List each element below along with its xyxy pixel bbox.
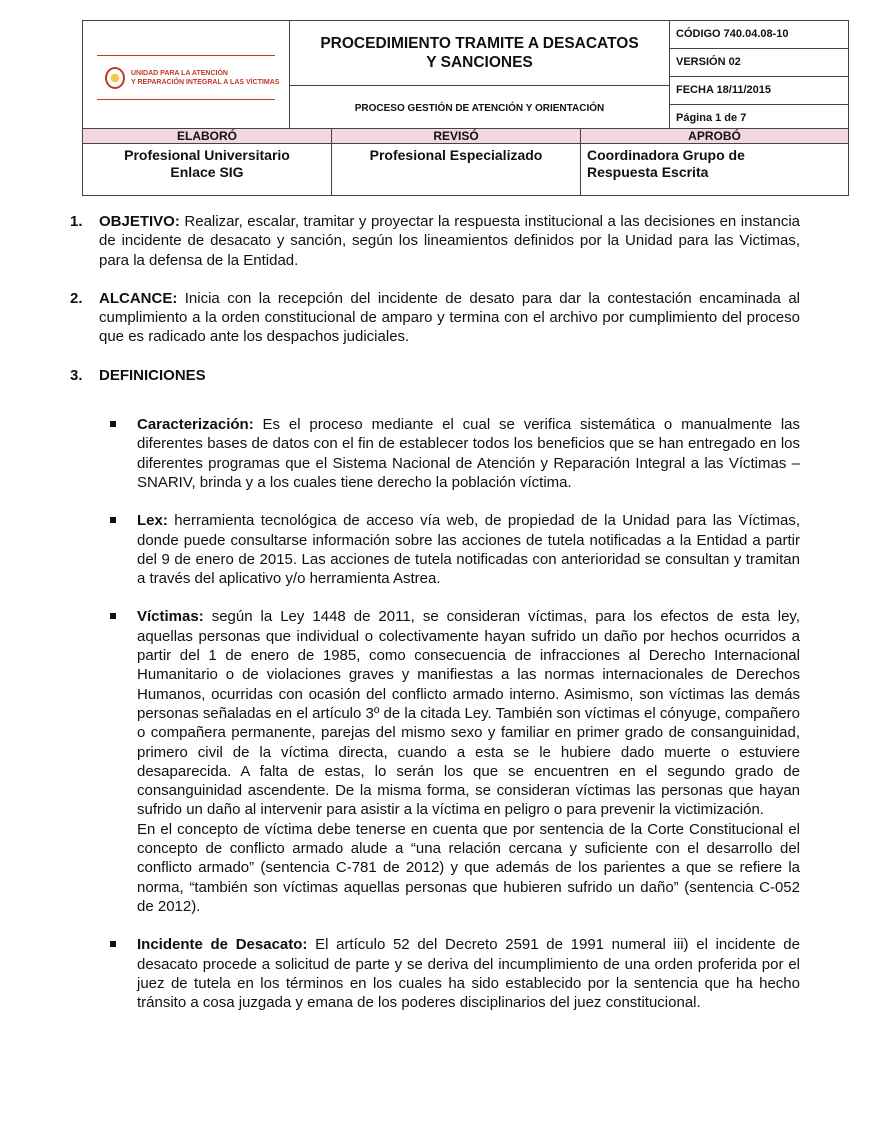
section-label: ALCANCE: (99, 289, 178, 307)
document-meta (670, 21, 849, 132)
header-aprobo: APROBÓ (581, 129, 849, 144)
document-code: CÓDIGO 740.04.08-10 (670, 21, 848, 49)
definition-term: Lex: (137, 512, 168, 530)
bullet-icon (110, 421, 116, 427)
definition-term: Incidente de Desacato: (137, 936, 308, 954)
section-text: Inicia con la recepción del incidente de desato para dar la contestación encaminada al cumplimiento a la orden constitucional de amparo y termina con el archivo por cumplimiento del proceso que es radicado ante los despachos judiciales. (99, 289, 800, 346)
logo-rule-top (97, 55, 275, 56)
list-item (70, 511, 800, 588)
section-label: DEFINICIONES (99, 366, 206, 384)
logo: UNIDAD PARA LA ATENCIÓN Y REPARACIÓN INTEGRAL A LAS VÍCTIMAS (131, 70, 280, 86)
list-item (70, 935, 800, 1012)
aprobo-cell: Coordinadora Grupo de Respuesta Escrita (581, 144, 849, 196)
section-definiciones: 3. DEFINICIONES (70, 366, 800, 385)
page-number: Página 1 de 7 (676, 112, 747, 124)
logo-rule-bottom (97, 99, 275, 100)
section-alcance: 2. ALCANCE: Inicia con la recepción del incidente de desato para dar la contestación encaminada al cumplimiento a la orden constitucional de amparo y termina con el archivo por cumplimiento del proceso que es radicado ante los despachos judiciales. (70, 289, 800, 346)
logo-area (83, 21, 290, 132)
header-reviso: REVISÓ (332, 129, 581, 144)
coat-of-arms-icon (105, 67, 125, 89)
bullet-icon (110, 517, 116, 523)
bullet-icon (110, 613, 116, 619)
definition-term: Caracterización: (137, 416, 254, 434)
definition-text: El artículo 52 del Decreto 2591 de 1991 numeral iii) el incidente de desacato procede a solicitud de parte y se deriva del incumplimiento de una orden proferida por el juez de tutela en los términos en los cuales ha sido establecido por la sentencia que ha hecho tránsito a cosa juzgada y emana de los poderes disciplinarios del juez constitucional. (137, 936, 800, 1012)
process-name: PROCESO GESTIÓN DE ATENCIÓN Y ORIENTACIÓN (290, 85, 670, 131)
section-objetivo: 1. OBJETIVO: Realizar, escalar, tramitar y proyectar la respuesta institucional a las decisiones en instancia de incidente de desacato y sanción, según los lineamientos definidos por la Unidad para las Victimas, para la defensa de la Entidad. (70, 213, 800, 269)
document-date: FECHA 18/11/2015 (670, 77, 848, 105)
list-item (70, 607, 800, 916)
document-header (82, 20, 849, 132)
document-version: VERSIÓN 02 (670, 49, 848, 77)
definition-text-continued: En el concepto de víctima debe tenerse en cuenta que por sentencia de la Corte Constitucional el concepto de conflicto armado alude a “una relación cercana y suficiente con el desarrollo del conflicto armado” (sentencia C-781 de 2012) y que además de los parientes a que se refiere la norma, “también son víctimas aquellas personas que hubieren sufrido un daño” (sentencia C-052 de 2012). (137, 820, 800, 915)
reviso-cell: Profesional Especializado (332, 144, 581, 196)
elaboro-cell: Profesional Universitario Enlace SIG (83, 144, 332, 196)
section-text: Realizar, escalar, tramitar y proyectar la respuesta institucional a las decisiones en instancia de incidente de desacato y sanción, según los lineamientos definidos por la Unidad para las Victimas, para la defensa de la Entidad. (99, 213, 800, 269)
approval-table (82, 128, 849, 196)
list-item (70, 415, 800, 492)
definition-text: Es el proceso mediante el cual se verifica sistemática o manualmente las diferentes bases de datos con el fin de establecer todos los beneficios que se han entregado en los diferentes programas que el Sistema Nacional de Atención y Reparación Integral a las Víctimas – SNARIV, brinda y a los cuales tiene derecho la población víctima. (137, 416, 800, 491)
definitions-list (70, 415, 800, 1012)
section-label: OBJETIVO: (99, 213, 180, 230)
definition-term: Víctimas: (137, 608, 204, 626)
bullet-icon (110, 941, 116, 947)
definition-text: según la Ley 1448 de 2011, se consideran víctimas, para los efectos de esta ley, aquellas personas que individual o colectivamente hayan sufrido un daño por hechos ocurridos a partir del 1 de enero de 1985, como consecuencia de infracciones al Derecho Internacional Humanitario o de violaciones graves y manifiestas a las normas internacionales de Derechos Humanos, ocurridas con ocasión del conflicto armado interno. Asimismo, son víctimas las demás personas señaladas en el artículo 3º de la citada Ley. También son víctimas el cónyuge, compañero o compañera permanente, parejas del mismo sexo y familiar en primer grado de consanguinidad, primero civil de la víctima directa, cuando a esta se le hubiere dado muerte o estuviere desaparecida. A falta de estas, lo serán los que se encuentren en el segundo grado de consanguinidad ascendente. De la misma forma, se consideran víctimas las personas que hayan sufrido un daño al intervenir para asistir a la víctima en peligro o para prevenir la victimización. (137, 608, 800, 819)
document-title: PROCEDIMIENTO TRAMITE A DESACATOS Y SANCIONES (290, 21, 670, 86)
definition-text: herramienta tecnológica de acceso vía web, de propiedad de la Unidad para las Víctimas, donde puede consultarse información sobre las acciones de tutela notificadas a la Entidad a partir del 9 de enero de 2015. Las acciones de tutela notificadas con anterioridad se consultan y tramitan a través del aplicativo y/o herramienta Astrea. (137, 512, 800, 588)
document-body (70, 212, 800, 1031)
header-elaboro: ELABORÓ (83, 129, 332, 144)
